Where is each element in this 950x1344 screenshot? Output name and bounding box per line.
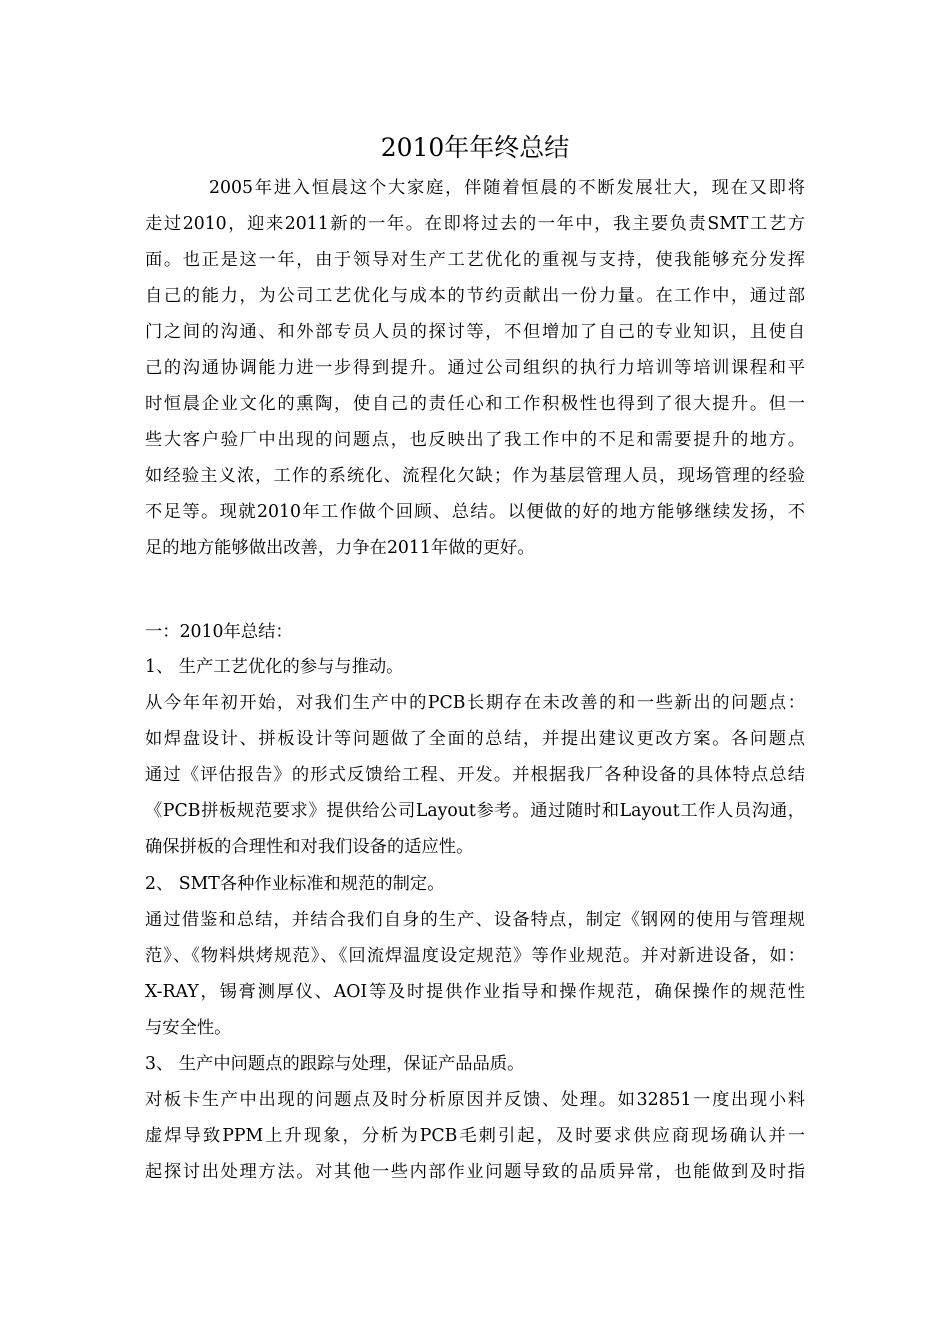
intro-line: 不足等。现就2010年工作做个回顾、总结。以便做的好的地方能够继续发扬，不 xyxy=(145,502,805,522)
item-heading: 3、 生产中问题点的跟踪与处理，保证产品品质。 xyxy=(145,1054,525,1074)
intro-line: 时恒晨企业文化的熏陶，使自己的责任心和工作积极性也得到了很大提升。但一 xyxy=(145,394,805,414)
item-line: 与安全性。 xyxy=(145,1018,232,1038)
item-line: 通过《评估报告》的形式反馈给工程、开发。并根据我厂各种设备的具体特点总结 xyxy=(145,765,805,785)
document-title: 2010年年终总结 xyxy=(380,133,570,162)
intro-line: 如经验主义浓，工作的系统化、流程化欠缺；作为基层管理人员，现场管理的经验 xyxy=(145,466,805,486)
intro-line: 2005年进入恒晨这个大家庭，伴随着恒晨的不断发展壮大，现在又即将 xyxy=(209,178,805,198)
item-line: 《PCB拼板规范要求》提供给公司Layout参考。通过随时和Layout工作人员沟通， xyxy=(145,801,805,821)
item-line: 如焊盘设计、拼板设计等问题做了全面的总结，并提出建议更改方案。各问题点 xyxy=(145,729,805,749)
intro-line: 面。也正是这一年，由于领导对生产工艺优化的重视与支持，使我能够充分发挥 xyxy=(145,250,805,270)
item-line: 对板卡生产中出现的问题点及时分析原因并反馈、处理。如32851一度出现小料 xyxy=(145,1090,805,1110)
item-line: 虚焊导致PPM上升现象，分析为PCB毛刺引起，及时要求供应商现场确认并一 xyxy=(145,1126,805,1146)
intro-line: 己的沟通协调能力进一步得到提升。通过公司组织的执行力培训等培训课程和平 xyxy=(145,358,805,378)
item-line: 范》、《物料烘烤规范》、《回流焊温度设定规范》等作业规范。并对新进设备，如： xyxy=(145,946,805,966)
intro-line: 足的地方能够做出改善，力争在2011年做的更好。 xyxy=(145,538,535,558)
section-heading: 一：2010年总结： xyxy=(145,622,293,642)
item-line: 从今年年初开始，对我们生产中的PCB长期存在未改善的和一些新出的问题点： xyxy=(145,693,805,713)
intro-line: 走过2010，迎来2011新的一年。在即将过去的一年中，我主要负责SMT工艺方 xyxy=(145,214,805,234)
item-heading: 1、 生产工艺优化的参与与推动。 xyxy=(145,657,404,677)
item-line: 起探讨出处理方法。对其他一些内部作业问题导致的品质异常，也能做到及时指 xyxy=(145,1162,805,1182)
intro-line: 门之间的沟通、和外部专员人员的探讨等，不但增加了自己的专业知识，且使自 xyxy=(145,322,805,342)
item-line: X-RAY，锡膏测厚仪、AOI等及时提供作业指导和操作规范，确保操作的规范性 xyxy=(145,982,805,1002)
item-heading: 2、 SMT各种作业标准和规范的制定。 xyxy=(145,874,445,894)
intro-line: 些大客户验厂中出现的问题点，也反映出了我工作中的不足和需要提升的地方。 xyxy=(145,430,805,450)
item-line: 确保拼板的合理性和对我们设备的适应性。 xyxy=(145,837,474,857)
item-line: 通过借鉴和总结，并结合我们自身的生产、设备特点，制定《钢网的使用与管理规 xyxy=(145,910,805,930)
intro-line: 自己的能力，为公司工艺优化与成本的节约贡献出一份力量。在工作中，通过部 xyxy=(145,286,805,306)
